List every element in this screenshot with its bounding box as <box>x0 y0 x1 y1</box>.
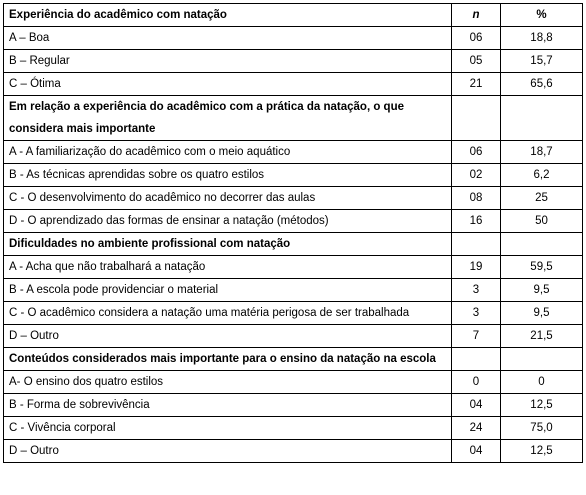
row-percent: 25 <box>501 187 583 210</box>
row-label: C – Ótima <box>4 73 452 96</box>
row-percent: 15,7 <box>501 50 583 73</box>
row-n: 04 <box>452 394 501 417</box>
table-row <box>4 73 583 96</box>
section-header-row <box>4 96 583 141</box>
row-n: 02 <box>452 164 501 187</box>
row-label: D – Outro <box>4 440 452 463</box>
empty-cell <box>452 233 501 256</box>
row-n: 3 <box>452 302 501 325</box>
row-label: C - O acadêmico considera a natação uma matéria perigosa de ser trabalhada <box>4 302 452 325</box>
row-n: 06 <box>452 27 501 50</box>
row-n: 06 <box>452 141 501 164</box>
section-title: Conteúdos considerados mais importante para o ensino da natação na escola <box>4 348 452 371</box>
table-row <box>4 210 583 233</box>
row-n: 21 <box>452 73 501 96</box>
section-title: Experiência do acadêmico com natação <box>4 4 452 27</box>
row-label: B - As técnicas aprendidas sobre os quatro estilos <box>4 164 452 187</box>
row-label: D - O aprendizado das formas de ensinar a natação (métodos) <box>4 210 452 233</box>
row-percent: 9,5 <box>501 302 583 325</box>
row-percent: 0 <box>501 371 583 394</box>
row-label: C - O desenvolvimento do acadêmico no decorrer das aulas <box>4 187 452 210</box>
row-n: 08 <box>452 187 501 210</box>
row-percent: 75,0 <box>501 417 583 440</box>
row-n: 19 <box>452 256 501 279</box>
section-header-row <box>4 348 583 371</box>
row-n: 05 <box>452 50 501 73</box>
table-row <box>4 50 583 73</box>
row-n: 0 <box>452 371 501 394</box>
row-label: A - Acha que não trabalhará a natação <box>4 256 452 279</box>
row-percent: 21,5 <box>501 325 583 348</box>
row-label: A- O ensino dos quatro estilos <box>4 371 452 394</box>
row-n: 24 <box>452 417 501 440</box>
empty-cell <box>501 96 583 141</box>
results-table <box>3 3 583 463</box>
empty-cell <box>501 233 583 256</box>
column-header-n: n <box>452 4 501 27</box>
row-label: C - Vivência corporal <box>4 417 452 440</box>
row-n: 04 <box>452 440 501 463</box>
row-label: A – Boa <box>4 27 452 50</box>
row-label: A - A familiarização do acadêmico com o meio aquático <box>4 141 452 164</box>
table-row <box>4 164 583 187</box>
section-header-row <box>4 4 583 27</box>
row-percent: 65,6 <box>501 73 583 96</box>
row-label: B - A escola pode providenciar o material <box>4 279 452 302</box>
row-percent: 59,5 <box>501 256 583 279</box>
column-header-percent: % <box>501 4 583 27</box>
table-row <box>4 371 583 394</box>
row-percent: 12,5 <box>501 394 583 417</box>
empty-cell <box>452 348 501 371</box>
table-row <box>4 302 583 325</box>
row-n: 7 <box>452 325 501 348</box>
empty-cell <box>501 348 583 371</box>
row-n: 3 <box>452 279 501 302</box>
table-row <box>4 187 583 210</box>
section-title: Dificuldades no ambiente profissional com natação <box>4 233 452 256</box>
table-row <box>4 27 583 50</box>
table-row <box>4 417 583 440</box>
row-label: B – Regular <box>4 50 452 73</box>
table-row <box>4 141 583 164</box>
row-n: 16 <box>452 210 501 233</box>
results-table-container <box>3 3 583 463</box>
section-title: Em relação a experiência do acadêmico com a prática da natação, o que considera mais importante <box>4 96 452 141</box>
table-row <box>4 394 583 417</box>
section-header-row <box>4 233 583 256</box>
row-percent: 9,5 <box>501 279 583 302</box>
table-row <box>4 279 583 302</box>
empty-cell <box>452 96 501 141</box>
row-percent: 18,8 <box>501 27 583 50</box>
row-percent: 18,7 <box>501 141 583 164</box>
row-percent: 50 <box>501 210 583 233</box>
row-percent: 6,2 <box>501 164 583 187</box>
row-percent: 12,5 <box>501 440 583 463</box>
row-label: D – Outro <box>4 325 452 348</box>
row-label: B - Forma de sobrevivência <box>4 394 452 417</box>
table-row <box>4 256 583 279</box>
table-row <box>4 440 583 463</box>
table-row <box>4 325 583 348</box>
